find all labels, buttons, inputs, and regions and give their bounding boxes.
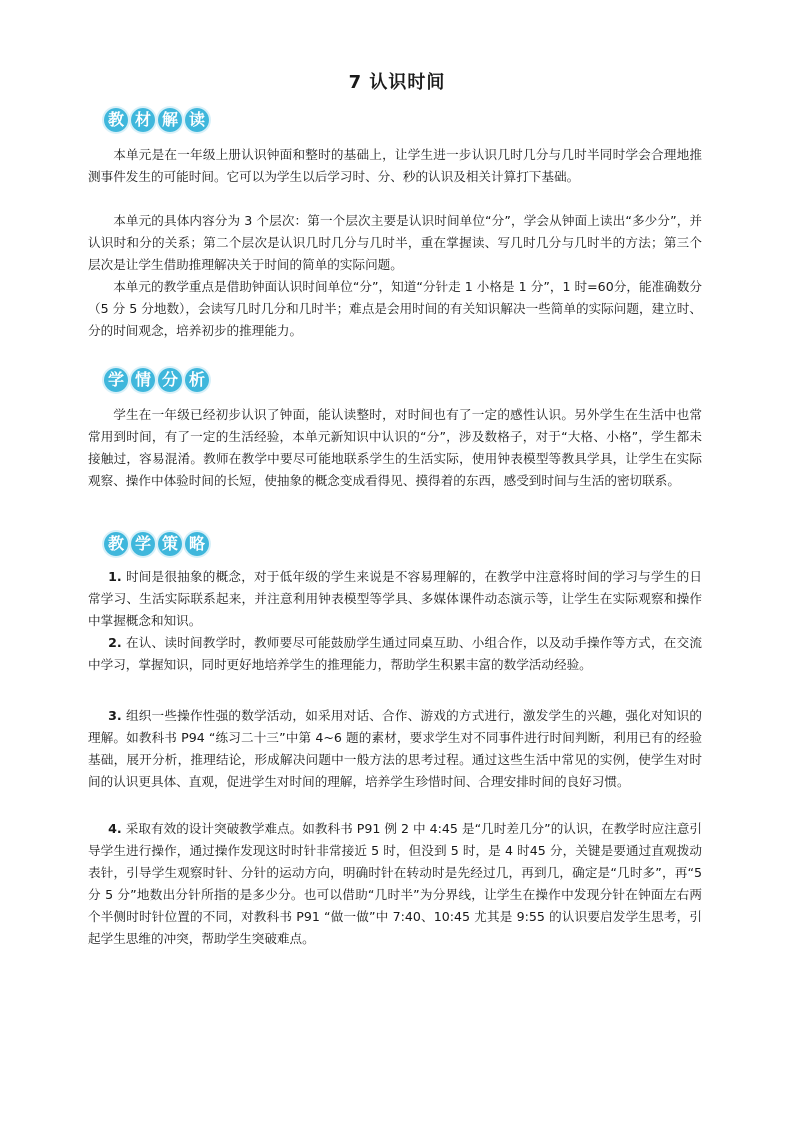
paragraph: 本单元的具体内容分为 3 个层次：第一个层次主要是认识时间单位“分”，学会从钟面上读出“多少分”，并认识时和分的关系；第二个层次是认识几时几分与几时半，重在掌握读、写几时几分与几时半的方法；第三个层次是让学生借助推理解决关于时间的简单的实际问题。 <box>88 213 702 272</box>
item-number: 2. <box>108 635 122 650</box>
header-char: 解 <box>158 108 182 132</box>
paragraph: 本单元的教学重点是借助钟面认识时间单位“分”，知道“分针走 1 小格是 1 分”，1 时=60分，能准确数分（5 分 5 分地数），会读写几时几分和几时半；难点是会用时间的有关知识解决一些简单的实际问题，建立时、分的时间观念，培养初步的推理能力。 <box>88 279 702 338</box>
page-title: 7 认识时间 <box>348 72 446 93</box>
paragraph: 学生在一年级已经初步认识了钟面，能认读整时，对时间也有了一定的感性认识。另外学生在生活中也常常用到时间，有了一定的生活经验，本单元新知识中认识的“分”，涉及数格子，对于“大格、小格”，学生都未接触过，容易混淆。教师在教学中要尽可能地联系学生的生活实际，使用钟表模型等教具学具，让学生在实际观察、操作中体验时间的长短，使抽象的概念变成看得见、摸得着的东西，感受到时间与生活的密切联系。 <box>88 407 702 488</box>
header-char: 学 <box>131 532 155 556</box>
header-char: 策 <box>158 532 182 556</box>
header-char: 教 <box>104 532 128 556</box>
header-char: 析 <box>185 368 209 392</box>
item-number: 1. <box>108 569 122 584</box>
header-char: 教 <box>104 108 128 132</box>
item-text: 在认、读时间教学时，教师要尽可能鼓励学生通过同桌互助、小组合作，以及动手操作等方式，在交流中学习，掌握知识，同时更好地培养学生的推理能力，帮助学生积累丰富的数学活动经验。 <box>88 635 702 672</box>
paragraph: 本单元是在一年级上册认识钟面和整时的基础上，让学生进一步认识几时几分与几时半同时学会合理地推测事件发生的可能时间。它可以为学生以后学习时、分、秒的认识及相关计算打下基础。 <box>88 147 702 184</box>
strategy-item <box>88 818 702 949</box>
strategy-item <box>88 566 702 632</box>
item-text: 组织一些操作性强的数学活动，如采用对话、合作、游戏的方式进行，激发学生的兴趣，强化对知识的理解。如教科书 P94 “练习二十三”中第 4~6 题的素材，要求学生对不同事件进行时间判断，利用已有的经验基础，展开分析，推理结论，形成解决问题中一般方法的思考过程。通过这些生活中常见的实例，使学生对时间的认识更具体、直观，促进学生对时间的理解，培养学生珍惜时间、合理安排时间的良好习惯。 <box>88 708 702 789</box>
strategy-item <box>88 705 702 793</box>
strategy-item <box>88 632 702 676</box>
section-header-student-analysis <box>104 368 209 402</box>
item-text: 时间是很抽象的概念，对于低年级的学生来说是不容易理解的，在教学中注意将时间的学习与学生的日常学习、生活实际联系起来，并注意利用钟表模型等学具、多媒体课件动态演示等，让学生在实际观察和操作中掌握概念和知识。 <box>88 569 702 628</box>
section-header-textbook-analysis <box>104 108 209 142</box>
header-char: 情 <box>131 368 155 392</box>
header-char: 略 <box>185 532 209 556</box>
section-header-teaching-strategy <box>104 532 209 566</box>
item-number: 4. <box>108 821 122 836</box>
item-text: 采取有效的设计突破教学难点。如教科书 P91 例 2 中 4:45 是“几时差几分”的认识，在教学时应注意引导学生进行操作，通过操作发现这时时针非常接近 5 时，但没到 5 时，是 4 时45 分，关键是要通过直观拨动表针，引导学生观察时针、分针的运动方向，明确时针在转动时是先经过几，再到几，确定是“几时多”，再“5 分 5 分”地数出分针所指的是多少分。也可以借助“几时半”为分界线，让学生在操作中发现分针在钟面左右两个半侧时时针位置的不同，对教科书 P91 “做一做”中 7:40、10:45 尤其是 9:55 的认识要启发学生思考，引起学生思维的冲突，帮助学生突破难点。 <box>88 821 702 946</box>
header-char: 分 <box>158 368 182 392</box>
header-char: 学 <box>104 368 128 392</box>
header-char: 读 <box>185 108 209 132</box>
item-number: 3. <box>108 708 122 723</box>
header-char: 材 <box>131 108 155 132</box>
